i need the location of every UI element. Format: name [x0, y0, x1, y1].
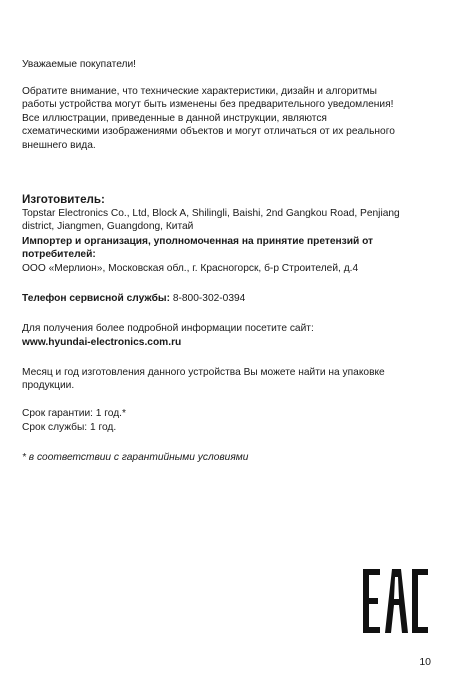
- service-phone-label: Телефон сервисной службы:: [22, 293, 170, 304]
- production-date-line: Месяц и год изготовления данного устройства Вы можете найти на упаковке: [22, 367, 385, 378]
- warranty-period: Срок гарантии: 1 год.*: [22, 408, 126, 419]
- manufacturer-address: [22, 207, 437, 234]
- service-phone: [22, 292, 437, 305]
- footnote: * в соответствии с гарантийными условиями: [22, 452, 249, 463]
- notice-paragraph: [22, 85, 437, 152]
- importer-heading-line: Импортер и организация, уполномоченная на принятие претензий от: [22, 236, 374, 247]
- website-text: Для получения более подробной информации посетите сайт:: [22, 323, 314, 334]
- manufacturer-address-line: district, Jiangmen, Guangdong, Китай: [22, 221, 194, 233]
- importer-address: ООО «Мерлион», Московская обл., г. Красногорск, б-р Строителей, д.4: [22, 263, 359, 274]
- notice-line: схематическими изображениями объектов и могут отличаться от их реального: [22, 126, 395, 138]
- notice-line: работы устройства могут быть изменены без предварительного уведомления!: [22, 99, 394, 111]
- service-phone-value: 8-800-302-0394: [170, 293, 246, 304]
- greeting: Уважаемые покупатели!: [22, 59, 136, 70]
- eac-certification-mark: [361, 569, 429, 633]
- website-url[interactable]: www.hyundai-electronics.com.ru: [22, 337, 182, 348]
- importer-heading: [22, 235, 437, 262]
- page-number: 10: [419, 656, 431, 668]
- manufacturer-address-line: Topstar Electronics Co., Ltd, Block A, Shilingli, Baishi, 2nd Gangkou Road, Penjiang: [22, 208, 400, 219]
- production-date-paragraph: [22, 366, 437, 393]
- notice-line: внешнего вида.: [22, 139, 96, 151]
- notice-line: Обратите внимание, что технические характеристики, дизайн и алгоритмы: [22, 86, 377, 97]
- production-date-line: продукции.: [22, 380, 75, 392]
- manufacturer-heading: Изготовитель:: [22, 193, 105, 206]
- notice-line: Все иллюстрации, приведенные в данной инструкции, являются: [22, 112, 327, 124]
- importer-heading-line: потребителей:: [22, 249, 96, 261]
- service-life: Срок службы: 1 год.: [22, 422, 117, 433]
